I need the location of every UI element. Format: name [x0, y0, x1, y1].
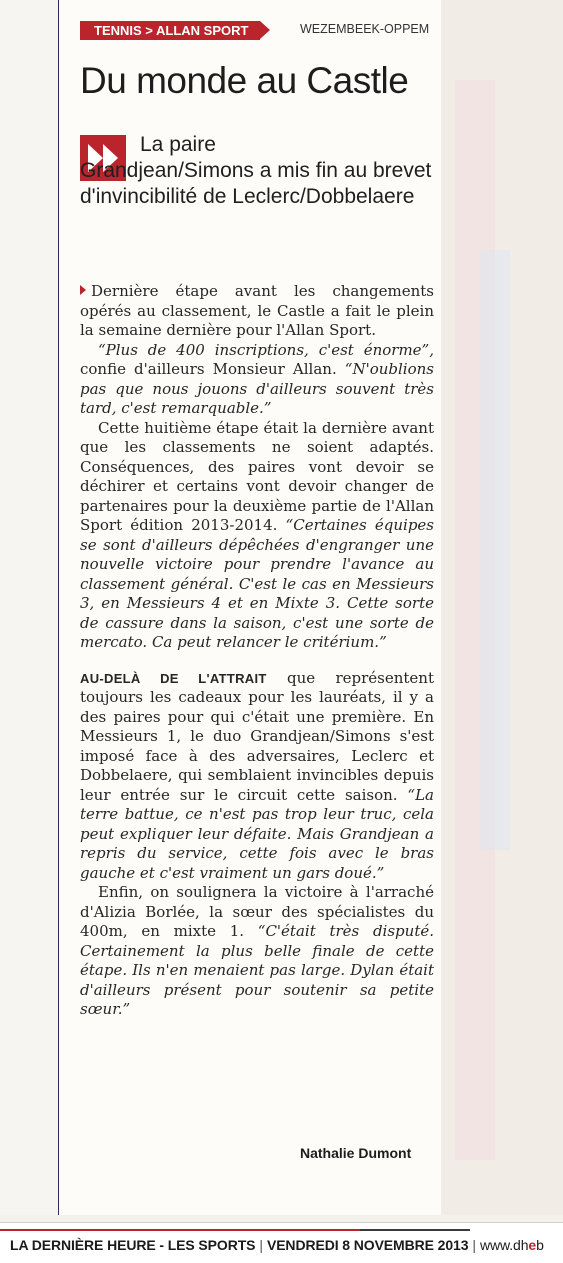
quote-inscriptions: “Plus de 400 inscriptions, c'est énorme”, [98, 340, 434, 359]
quote-terre-battue: “La terre battue, ce n'est pas trop leur truc, cela peut expliquer leur défaite. Mais Grandjean a repris du service, cette fois avec le bras gauche et c'est vraiment un gars doué.” [80, 785, 434, 882]
paragraph-3-text: Cette huitième étape était la dernière avant que les classements ne soient adaptés. Conséquences, des paires vont devoir se déchirer et certains vont devoir changer de partenaires pour la deuxième partie de l'Allan Sport édition 2013-2014. [80, 418, 434, 534]
article-lead [80, 132, 440, 210]
quote-mercato: “Certaines équipes se sont d'ailleurs dépêchées d'engranger une nouvelle victoire pour prendre l'avance au classement général. C'est le cas en Messieurs 3, en Messieurs 4 et en Mixte 3. Cette sorte de cassure dans la saison, c'est une sorte de mercato. Ca peut relancer le critérium.” [80, 516, 435, 651]
paragraph-1-text: Dernière étape avant les changements opérés au classement, le Castle a fait le plein la semaine dernière pour l'Allan Sport. [80, 282, 434, 339]
footer-text [10, 1237, 544, 1253]
quote-finale: “C'était très disputé. Certainement la plus belle finale de cette étape. Ils n'en menaient pas large. Dylan était d'ailleurs présent pour soutenir sa petite sœur.” [80, 922, 434, 1018]
newspaper-name: LA DERNIÈRE HEURE - LES SPORTS [10, 1237, 256, 1253]
lead-line-2: Grandjean/Simons a mis fin au brevet d'invincibilité de Leclerc/Dobbelaere [80, 159, 432, 208]
author-byline: Nathalie Dumont [300, 1145, 412, 1161]
paragraph-1 [80, 282, 434, 341]
paragraph-2 [80, 341, 434, 419]
paragraph-5 [80, 883, 434, 1020]
bleed-through-tint-blue [480, 250, 510, 850]
quote-remarquable: “N'oublions pas que nous jouons d'ailleurs souvent très tard, c'est remarquable.” [80, 360, 434, 417]
footer-separator: | [259, 1237, 263, 1253]
paragraph-bullet-icon [80, 285, 86, 295]
article-title: Du monde au Castle [80, 60, 409, 101]
paragraph-3 [80, 419, 434, 653]
lead-line-1: La paire [140, 133, 216, 156]
section-kicker: TENNIS > ALLAN SPORT [80, 21, 260, 40]
footer-separator: | [472, 1237, 476, 1253]
url-highlight: e [528, 1237, 537, 1253]
paragraph-4-text: que représentent toujours les cadeaux pour les lauréats, il y a des paires pour qui c'était une première. En Messieurs 1, le duo Grandjean/Simons s'est imposé face à des adversaires, Leclerc et Dobbelaere, qui semblaient invincibles depuis leur entrée sur le circuit cette saison. [80, 668, 434, 804]
subhead: AU-DELÀ DE L'ATTRAIT [80, 670, 267, 686]
article-body [80, 282, 434, 1020]
footer-rule-dark [360, 1229, 470, 1231]
paragraph-5-text: Enfin, on soulignera la victoire à l'arraché d'Alizia Borlée, la sœur des spécialistes du 400m, en mixte 1. [80, 883, 434, 940]
publication-date: VENDREDI 8 NOVEMBRE 2013 [266, 1237, 469, 1253]
url-suffix: b [536, 1237, 544, 1253]
dateline-location: WEZEMBEEK-OPPEM [300, 22, 430, 36]
url-prefix: www.dh [479, 1237, 529, 1253]
footer-rule-red [0, 1229, 360, 1231]
paragraph-4 [80, 669, 434, 884]
paragraph-2-text: confie d'ailleurs Monsieur Allan. [80, 360, 345, 378]
website-link[interactable] [480, 1237, 544, 1253]
scan-margin-left [0, 0, 58, 1215]
